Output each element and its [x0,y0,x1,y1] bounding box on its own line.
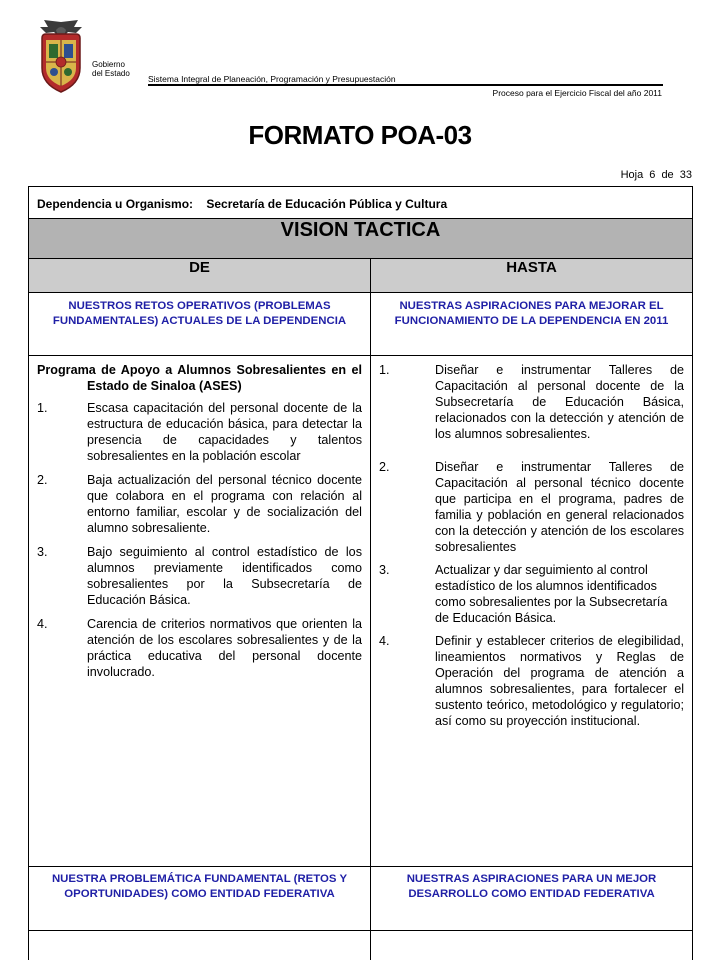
dependency-label: Dependencia u Organismo: [37,197,194,211]
column-header-to: HASTA [371,259,693,293]
right-item-number: 2. [379,460,390,474]
right-item [379,633,684,729]
left-item [37,400,362,464]
right-item [379,459,684,555]
left-item [37,544,362,608]
poa-table [28,186,693,960]
right-item-number: 1. [379,363,390,377]
right-item-number: 4. [379,634,390,648]
block1-right-heading: NUESTRAS ASPIRACIONES PARA MEJORAR EL FUNCIONAMIENTO DE LA DEPENDENCIA EN 2011 [371,293,693,356]
block1-right-content [371,356,693,867]
government-label-line2: del Estado [92,69,130,78]
right-item [379,562,684,626]
block2-heading-row [29,867,693,931]
block1-heading-row [29,293,693,356]
block1-content-row [29,356,693,867]
column-header-row [29,259,693,293]
block1-left-heading: NUESTROS RETOS OPERATIVOS (PROBLEMAS FUNDAMENTALES) ACTUALES DE LA DEPENDENCIA [29,293,371,356]
block1-left-content [29,356,371,867]
block2-left-heading: NUESTRA PROBLEMÁTICA FUNDAMENTAL (RETOS Y OPORTUNIDADES) COMO ENTIDAD FEDERATIVA [29,867,371,931]
process-label: Proceso para el Ejercicio Fiscal del año 2011 [492,88,662,98]
government-label-line1: Gobierno [92,60,125,69]
block2-right-heading: NUESTRAS ASPIRACIONES PARA UN MEJOR DESARROLLO COMO ENTIDAD FEDERATIVA [371,867,693,931]
dependency-cell [29,187,693,219]
right-item-text: Diseñar e instrumentar Talleres de Capacitación al personal docente de la Subsecretaría de Educación Básica, relacionados con la detección y atención de los alumnos sobresalientes. [435,363,684,441]
right-item-number: 3. [379,563,390,577]
right-item-text: Definir y establecer criterios de elegibilidad, lineamientos normativos y Reglas de Operación del programa de atención a alumnos sobresalientes, para fortalecer el sustento teórico, metodológico y regulatorio; así como su proyección institucional. [435,634,684,728]
page-counter-of: de [661,169,674,181]
block2-left-content [29,931,371,960]
block2-right-content [371,931,693,960]
left-item-text: Baja actualización del personal técnico docente que colabora en el programa con relación al entorno familiar, escolar y de socialización del alumno sobresaliente. [87,473,362,535]
right-item [379,362,684,442]
left-item [37,616,362,680]
header-divider [148,84,663,86]
right-item-text: Diseñar e instrumentar Talleres de Capacitación al personal técnico docente que participa en el programa, padres de familia y población en general relacionados con la detección y atención de los escolares sobresalientes [435,460,684,554]
dependency-row [29,187,693,219]
page-counter [621,169,692,181]
system-title: Sistema Integral de Planeación, Programación y Presupuestación [148,74,396,84]
left-item-number: 1. [37,401,48,415]
left-item-text: Escasa capacitación del personal docente de la estructura de educación básica, para detectar la presencia de capacidades y talentos sobresalientes en la población escolar [87,401,362,463]
government-label [92,60,130,78]
page-counter-label: Hoja [620,169,644,181]
page-counter-current: 6 [649,169,656,181]
left-item-text: Bajo seguimiento al control estadístico de los alumnos previamente identificados como sobresalientes por la Subsecretaría de Educación Básica. [87,545,362,607]
page-counter-total: 33 [679,169,692,181]
left-item-number: 3. [37,545,48,559]
section-title-row [29,219,693,259]
program-title: Programa de Apoyo a Alumnos Sobresalientes en el Estado de Sinaloa (ASES) [37,363,362,393]
dependency-value: Secretaría de Educación Pública y Cultura [206,197,448,211]
left-item-number: 2. [37,473,48,487]
page-header [0,0,720,110]
block2-content-row [29,931,693,960]
sinaloa-coat-of-arms-icon [36,18,86,98]
section-title: VISION TACTICA [29,219,693,259]
left-item-text: Carencia de criterios normativos que orienten la atención de los escolares sobresalientes y de la práctica educativa del personal docente involucrado. [87,617,362,679]
left-item-number: 4. [37,617,48,631]
left-item [37,472,362,536]
document-title: FORMATO POA-03 [248,120,472,150]
right-item-text: Actualizar y dar seguimiento al control estadístico de los alumnos identificados como sobresalientes por la Subsecretaría de Educación Básica. [435,563,668,625]
column-header-from: DE [29,259,371,293]
